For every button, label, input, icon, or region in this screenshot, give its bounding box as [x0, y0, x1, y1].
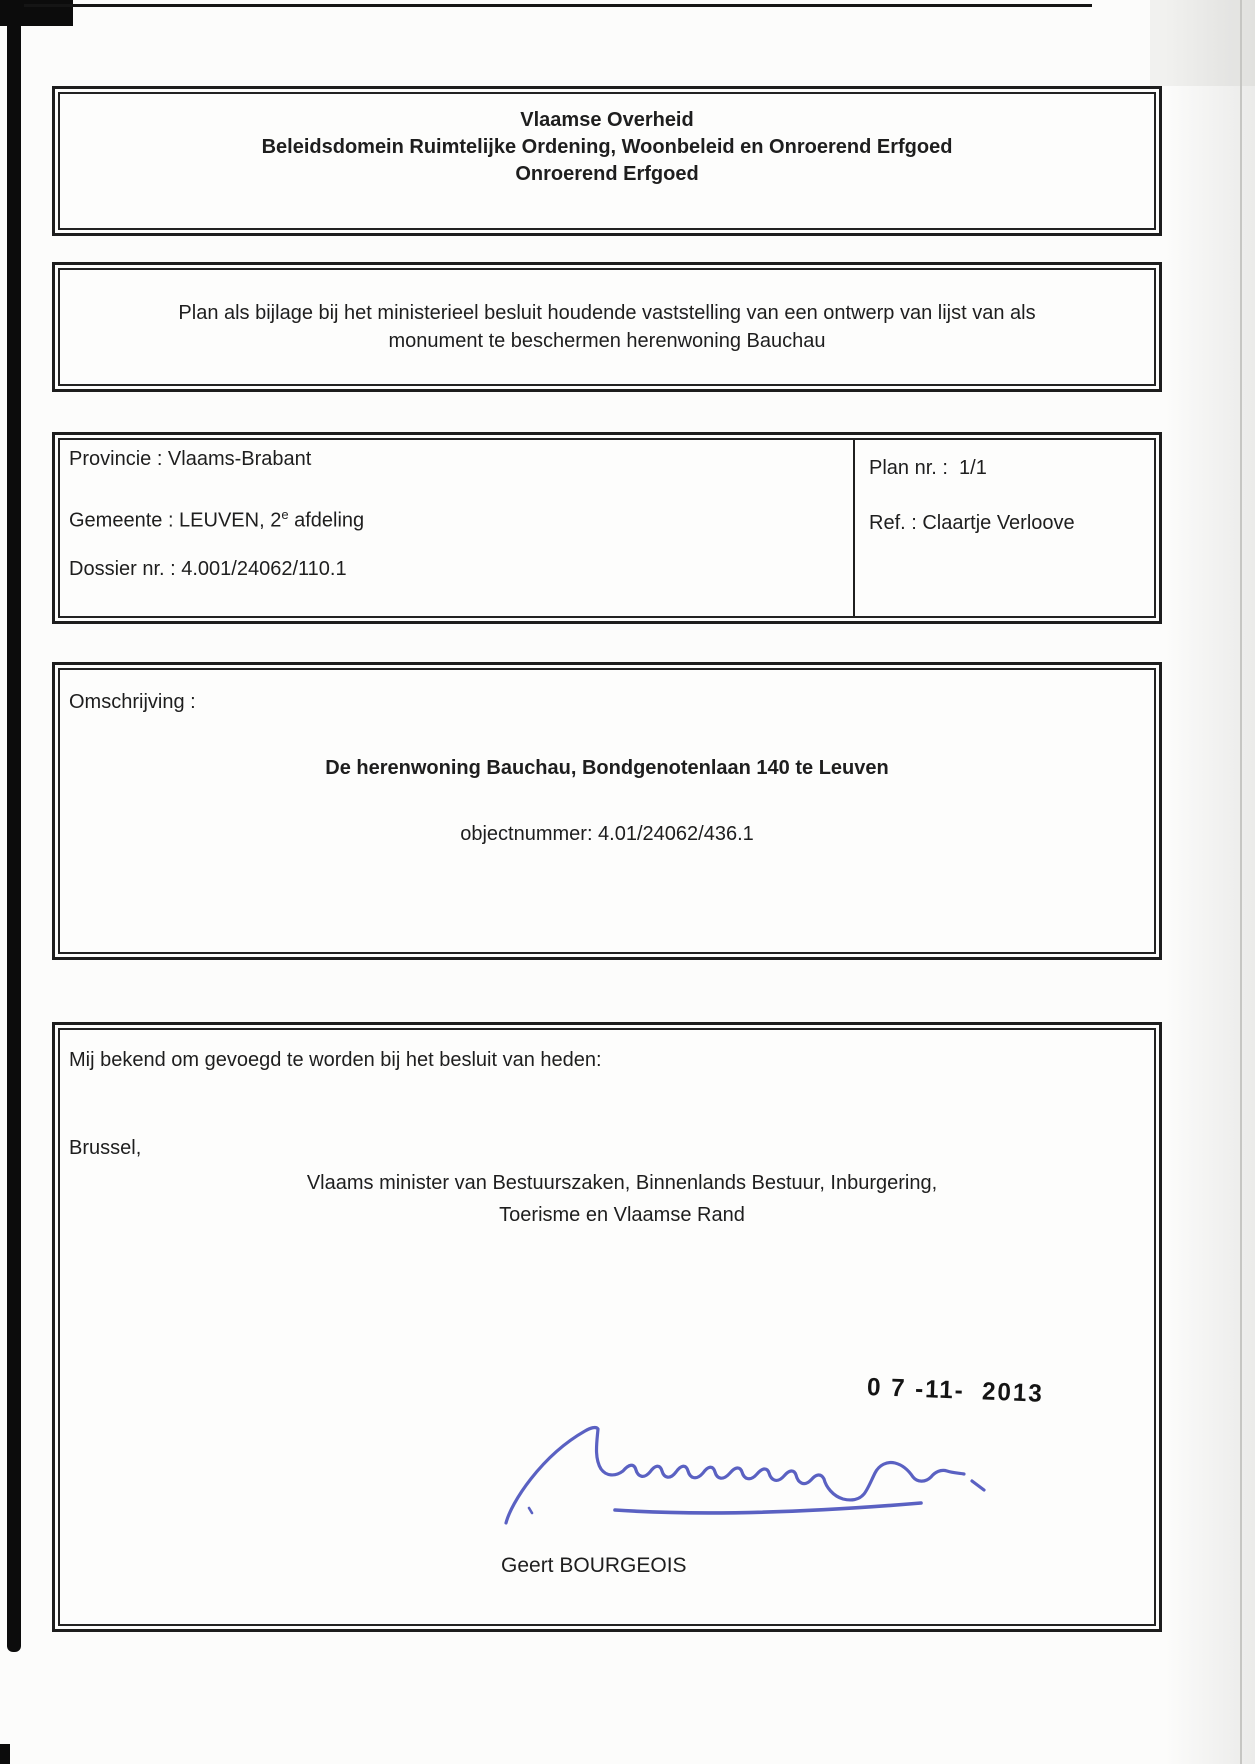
signature-ink: [463, 1411, 1023, 1541]
org-department: Beleidsdomein Ruimtelijke Ordening, Woonbeleid en Onroerend Erfgoed: [261, 136, 953, 158]
scan-left-edge-bar: [7, 0, 21, 1652]
scan-right-edge-seam: [1240, 0, 1242, 1764]
omschrijving-box: [52, 662, 1162, 960]
signature-box: [52, 1022, 1162, 1632]
gemeente-field: [69, 502, 364, 534]
plan-title-line2: monument te beschermen herenwoning Bauchau: [388, 330, 826, 352]
minister-title-line1: Vlaams minister van Bestuurszaken, Binnenlands Bestuur, Inburgering,: [306, 1172, 938, 1194]
signer-name: Geert BOURGEOIS: [501, 1554, 687, 1577]
plan-title-line1: Plan als bijlage bij het ministerieel besluit houdende vaststelling van een ontwerp van lijst van als: [178, 302, 1036, 324]
plan-nr-field: Plan nr. : 1/1: [869, 457, 987, 479]
objectnummer: objectnummer: 4.01/24062/436.1: [460, 823, 754, 845]
info-box-column-divider: [853, 440, 855, 616]
gemeente-suffix: afdeling: [288, 509, 365, 532]
date-stamp: 0 7 -11- 2013: [866, 1373, 1045, 1408]
ref-field: Ref. : Claartje Verloove: [869, 512, 1075, 534]
scan-top-edge-line: [24, 4, 1092, 7]
gemeente-superscript: e: [281, 507, 289, 522]
minister-title-line2: Toerisme en Vlaamse Rand: [499, 1204, 745, 1226]
scan-bottom-left-mark: [0, 1744, 10, 1764]
org-title: Vlaamse Overheid: [520, 109, 694, 131]
city-label: Brussel,: [69, 1137, 142, 1159]
bekend-statement: Mij bekend om gevoegd te worden bij het besluit van heden:: [69, 1049, 602, 1071]
plan-title-lines: [55, 299, 1159, 355]
header-lines: [55, 107, 1159, 188]
omschrijving-box-inner-border: [58, 668, 1156, 954]
minister-title: [85, 1167, 1159, 1231]
plan-title-box: [52, 262, 1162, 392]
header-box: [52, 86, 1162, 236]
omschrijving-label: Omschrijving :: [69, 691, 196, 713]
dossier-field: Dossier nr. : 4.001/24062/110.1: [69, 558, 347, 580]
org-agency: Onroerend Erfgoed: [515, 163, 699, 185]
object-title: De herenwoning Bauchau, Bondgenotenlaan 140 te Leuven: [325, 757, 889, 779]
provincie-field: Provincie : Vlaams-Brabant: [69, 448, 312, 470]
gemeente-text: Gemeente : LEUVEN, 2: [69, 509, 282, 532]
info-box: [52, 432, 1162, 624]
